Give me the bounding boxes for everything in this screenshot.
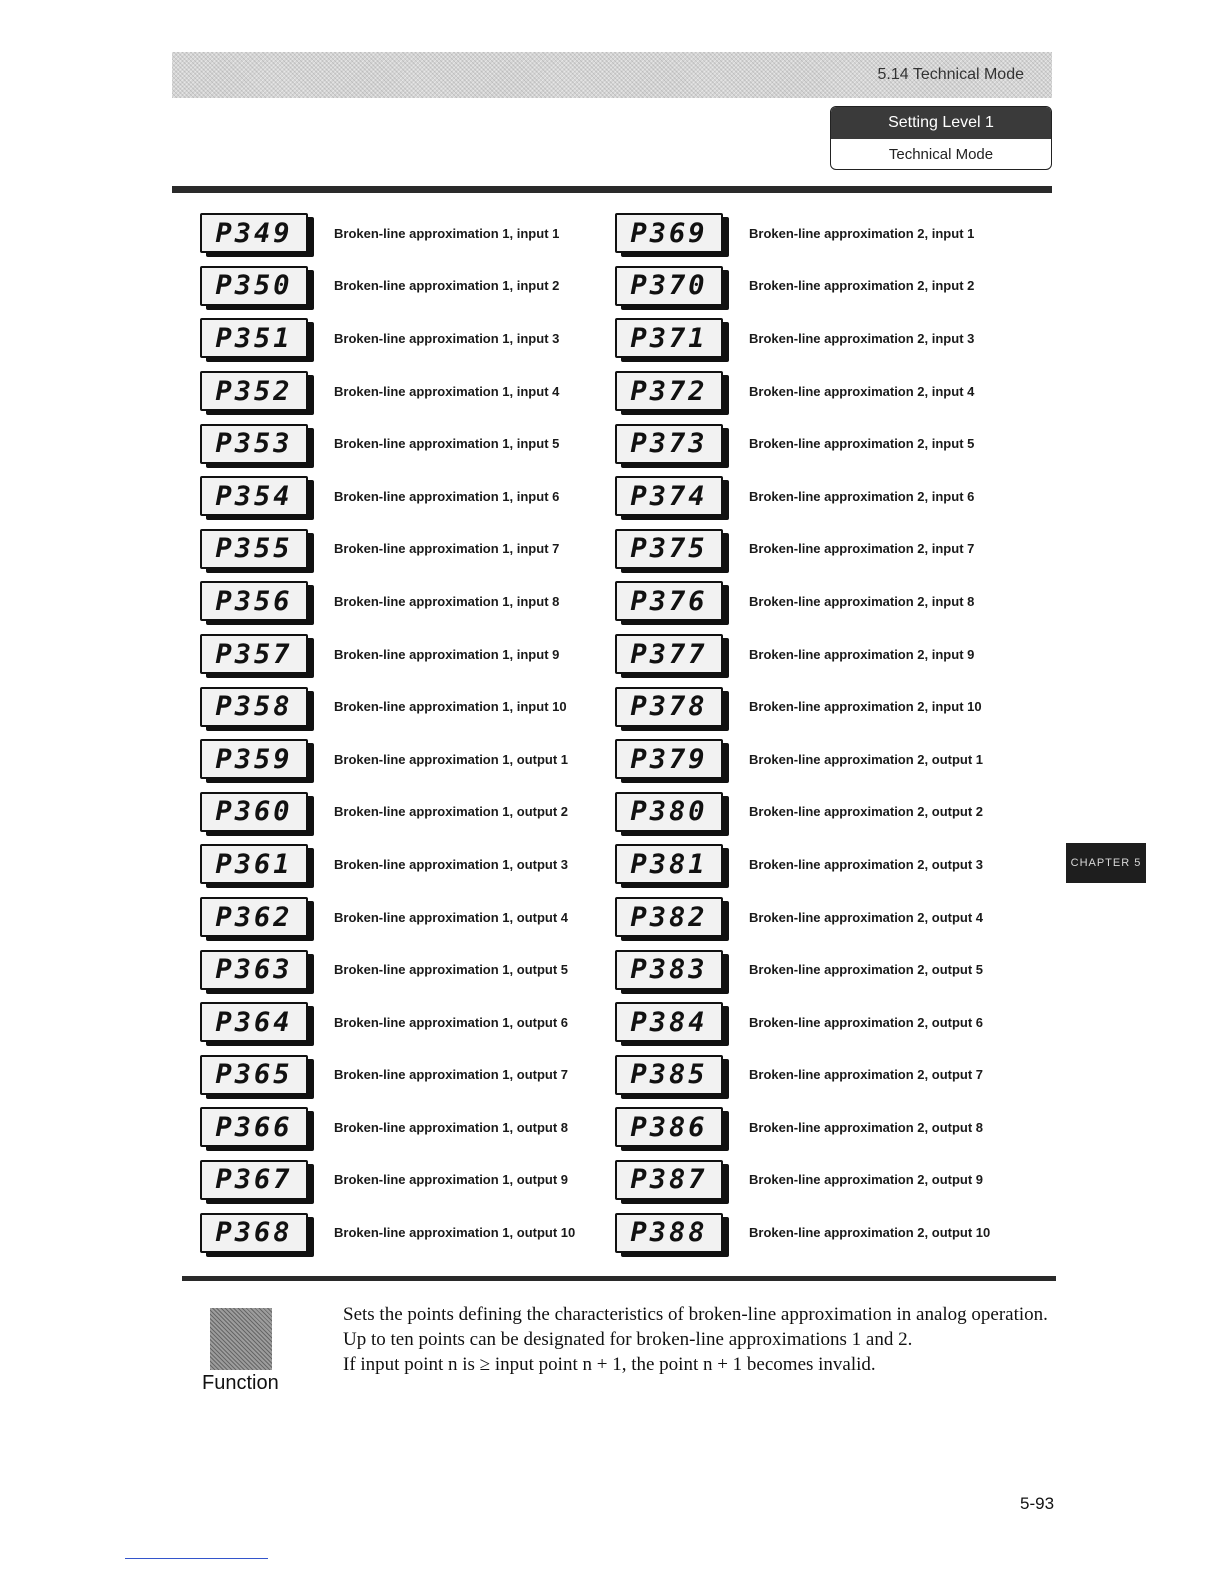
parameter-code-display: P387	[615, 1160, 723, 1200]
parameter-description: Broken-line approximation 1, output 7	[334, 1067, 569, 1083]
parameter-code-display: P370	[615, 266, 723, 306]
parameter-description: Broken-line approximation 2, output 2	[749, 804, 984, 820]
parameter-entry	[200, 581, 615, 621]
parameter-code-display: P383	[615, 950, 723, 990]
parameter-code-display: P376	[615, 581, 723, 621]
parameter-row	[200, 312, 1060, 365]
parameter-entry	[200, 213, 615, 253]
parameter-list	[200, 207, 1060, 1259]
parameter-description: Broken-line approximation 2, output 10	[749, 1225, 991, 1241]
parameter-row	[200, 523, 1060, 576]
parameter-code-display: P355	[200, 529, 308, 569]
parameter-entry	[200, 476, 615, 516]
parameter-entry	[200, 529, 615, 569]
parameter-entry	[200, 424, 615, 464]
parameter-row	[200, 260, 1060, 313]
parameter-entry	[615, 529, 1060, 569]
parameter-code-display: P349	[200, 213, 308, 253]
page-number: 5-93	[1020, 1494, 1055, 1513]
parameter-entry	[200, 1055, 615, 1095]
parameter-description: Broken-line approximation 2, input 8	[749, 593, 975, 609]
parameter-code-display: P380	[615, 792, 723, 832]
parameter-description: Broken-line approximation 1, output 9	[334, 1172, 569, 1188]
parameter-description: Broken-line approximation 1, input 5	[334, 436, 560, 452]
parameter-code-display: P379	[615, 739, 723, 779]
parameter-entry	[615, 634, 1060, 674]
parameter-code-display: P350	[200, 266, 308, 306]
bottom-divider	[182, 1276, 1056, 1281]
parameter-code-display: P384	[615, 1002, 723, 1042]
parameter-code-display: P366	[200, 1107, 308, 1147]
parameter-description: Broken-line approximation 2, input 5	[749, 436, 975, 452]
parameter-entry	[615, 1107, 1060, 1147]
parameter-code-display: P382	[615, 897, 723, 937]
parameter-code-display: P363	[200, 950, 308, 990]
parameter-code-display: P362	[200, 897, 308, 937]
parameter-entry	[200, 1107, 615, 1147]
parameter-description: Broken-line approximation 1, output 6	[334, 1014, 569, 1030]
parameter-row	[200, 733, 1060, 786]
parameter-entry	[200, 897, 615, 937]
parameter-description: Broken-line approximation 1, input 2	[334, 278, 560, 294]
parameter-code-display: P353	[200, 424, 308, 464]
parameter-entry	[615, 739, 1060, 779]
parameter-description: Broken-line approximation 2, output 4	[749, 909, 984, 925]
setting-level-box	[830, 106, 1052, 170]
parameter-row	[200, 680, 1060, 733]
parameter-entry	[615, 581, 1060, 621]
parameter-description: Broken-line approximation 2, input 6	[749, 488, 975, 504]
parameter-code-display: P386	[615, 1107, 723, 1147]
parameter-description: Broken-line approximation 1, input 4	[334, 383, 560, 399]
parameter-row	[200, 891, 1060, 944]
parameter-entry	[200, 1002, 615, 1042]
parameter-entry	[615, 897, 1060, 937]
parameter-code-display: P375	[615, 529, 723, 569]
parameter-entry	[615, 950, 1060, 990]
parameter-description: Broken-line approximation 1, output 5	[334, 962, 569, 978]
parameter-description: Broken-line approximation 1, output 8	[334, 1119, 569, 1135]
parameter-description: Broken-line approximation 1, output 3	[334, 856, 569, 872]
parameter-code-display: P373	[615, 424, 723, 464]
section-title: 5.14 Technical Mode	[877, 66, 1024, 83]
parameter-description: Broken-line approximation 1, input 7	[334, 541, 560, 557]
parameter-description: Broken-line approximation 1, output 2	[334, 804, 569, 820]
parameter-description: Broken-line approximation 2, input 9	[749, 646, 975, 662]
header-band	[172, 52, 1052, 98]
parameter-code-display: P351	[200, 318, 308, 358]
parameter-row	[200, 207, 1060, 260]
parameter-code-display: P369	[615, 213, 723, 253]
parameter-code-display: P371	[615, 318, 723, 358]
parameter-row	[200, 786, 1060, 839]
parameter-code-display: P358	[200, 687, 308, 727]
parameter-code-display: P352	[200, 371, 308, 411]
parameter-entry	[200, 266, 615, 306]
parameter-entry	[615, 1160, 1060, 1200]
footer-line	[125, 1558, 268, 1559]
parameter-entry	[615, 424, 1060, 464]
parameter-entry	[615, 844, 1060, 884]
parameter-row	[200, 1101, 1060, 1154]
function-icon	[210, 1308, 272, 1370]
parameter-row	[200, 1049, 1060, 1102]
parameter-description: Broken-line approximation 2, output 9	[749, 1172, 984, 1188]
parameter-code-display: P354	[200, 476, 308, 516]
parameter-description: Broken-line approximation 2, input 4	[749, 383, 975, 399]
parameter-code-display: P374	[615, 476, 723, 516]
parameter-code-display: P378	[615, 687, 723, 727]
parameter-code-display: P360	[200, 792, 308, 832]
parameter-description: Broken-line approximation 1, input 9	[334, 646, 560, 662]
parameter-code-display: P365	[200, 1055, 308, 1095]
parameter-description: Broken-line approximation 2, input 10	[749, 699, 982, 715]
parameter-entry	[615, 1002, 1060, 1042]
parameter-entry	[200, 371, 615, 411]
parameter-code-display: P359	[200, 739, 308, 779]
parameter-row	[200, 1206, 1060, 1259]
parameter-description: Broken-line approximation 2, input 7	[749, 541, 975, 557]
parameter-row	[200, 575, 1060, 628]
parameter-description: Broken-line approximation 2, output 5	[749, 962, 984, 978]
parameter-description: Broken-line approximation 1, input 8	[334, 593, 560, 609]
parameter-entry	[615, 1213, 1060, 1253]
parameter-row	[200, 628, 1060, 681]
parameter-description: Broken-line approximation 1, input 3	[334, 330, 560, 346]
parameter-row	[200, 996, 1060, 1049]
parameter-code-display: P372	[615, 371, 723, 411]
parameter-entry	[615, 476, 1060, 516]
parameter-description: Broken-line approximation 2, input 1	[749, 225, 975, 241]
function-line: Sets the points defining the characteristics of broken-line approximation in analog operation.	[343, 1304, 1048, 1325]
parameter-entry	[615, 371, 1060, 411]
parameter-entry	[615, 1055, 1060, 1095]
parameter-code-display: P357	[200, 634, 308, 674]
parameter-description: Broken-line approximation 1, input 10	[334, 699, 567, 715]
parameter-description: Broken-line approximation 2, input 2	[749, 278, 975, 294]
parameter-description: Broken-line approximation 2, output 6	[749, 1014, 984, 1030]
function-description	[343, 1302, 1059, 1377]
mode-label: Technical Mode	[888, 145, 994, 163]
parameter-description: Broken-line approximation 1, output 1	[334, 751, 569, 767]
parameter-description: Broken-line approximation 2, output 8	[749, 1119, 984, 1135]
top-divider	[172, 186, 1052, 193]
parameter-description: Broken-line approximation 1, output 10	[334, 1225, 576, 1241]
parameter-description: Broken-line approximation 1, input 6	[334, 488, 560, 504]
parameter-row	[200, 365, 1060, 418]
setting-level-label: Setting Level 1	[831, 107, 1051, 139]
parameter-code-display: P368	[200, 1213, 308, 1253]
parameter-entry	[200, 687, 615, 727]
parameter-code-display: P381	[615, 844, 723, 884]
parameter-row	[200, 1154, 1060, 1207]
parameter-entry	[200, 950, 615, 990]
parameter-entry	[200, 792, 615, 832]
function-line: Up to ten points can be designated for broken-line approximations 1 and 2.	[343, 1329, 913, 1350]
parameter-row	[200, 470, 1060, 523]
parameter-code-display: P377	[615, 634, 723, 674]
parameter-row	[200, 417, 1060, 470]
parameter-code-display: P388	[615, 1213, 723, 1253]
parameter-entry	[200, 318, 615, 358]
parameter-entry	[615, 792, 1060, 832]
parameter-entry	[200, 844, 615, 884]
parameter-entry	[200, 1160, 615, 1200]
parameter-code-display: P385	[615, 1055, 723, 1095]
parameter-code-display: P367	[200, 1160, 308, 1200]
parameter-code-display: P356	[200, 581, 308, 621]
parameter-description: Broken-line approximation 2, output 7	[749, 1067, 984, 1083]
parameter-description: Broken-line approximation 2, output 1	[749, 751, 984, 767]
function-line: If input point n is ≥ input point n + 1, the point n + 1 becomes invalid.	[343, 1354, 876, 1375]
parameter-code-display: P361	[200, 844, 308, 884]
parameter-description: Broken-line approximation 2, input 3	[749, 330, 975, 346]
parameter-description: Broken-line approximation 1, input 1	[334, 225, 560, 241]
parameter-description: Broken-line approximation 1, output 4	[334, 909, 569, 925]
parameter-entry	[615, 687, 1060, 727]
parameter-entry	[615, 213, 1060, 253]
parameter-entry	[615, 318, 1060, 358]
parameter-code-display: P364	[200, 1002, 308, 1042]
parameter-row	[200, 943, 1060, 996]
parameter-entry	[200, 634, 615, 674]
parameter-description: Broken-line approximation 2, output 3	[749, 856, 984, 872]
chapter-tab: CHAPTER 5	[1066, 843, 1146, 883]
parameter-entry	[200, 739, 615, 779]
parameter-entry	[200, 1213, 615, 1253]
parameter-row	[200, 838, 1060, 891]
parameter-entry	[615, 266, 1060, 306]
function-label: Function	[202, 1372, 279, 1394]
